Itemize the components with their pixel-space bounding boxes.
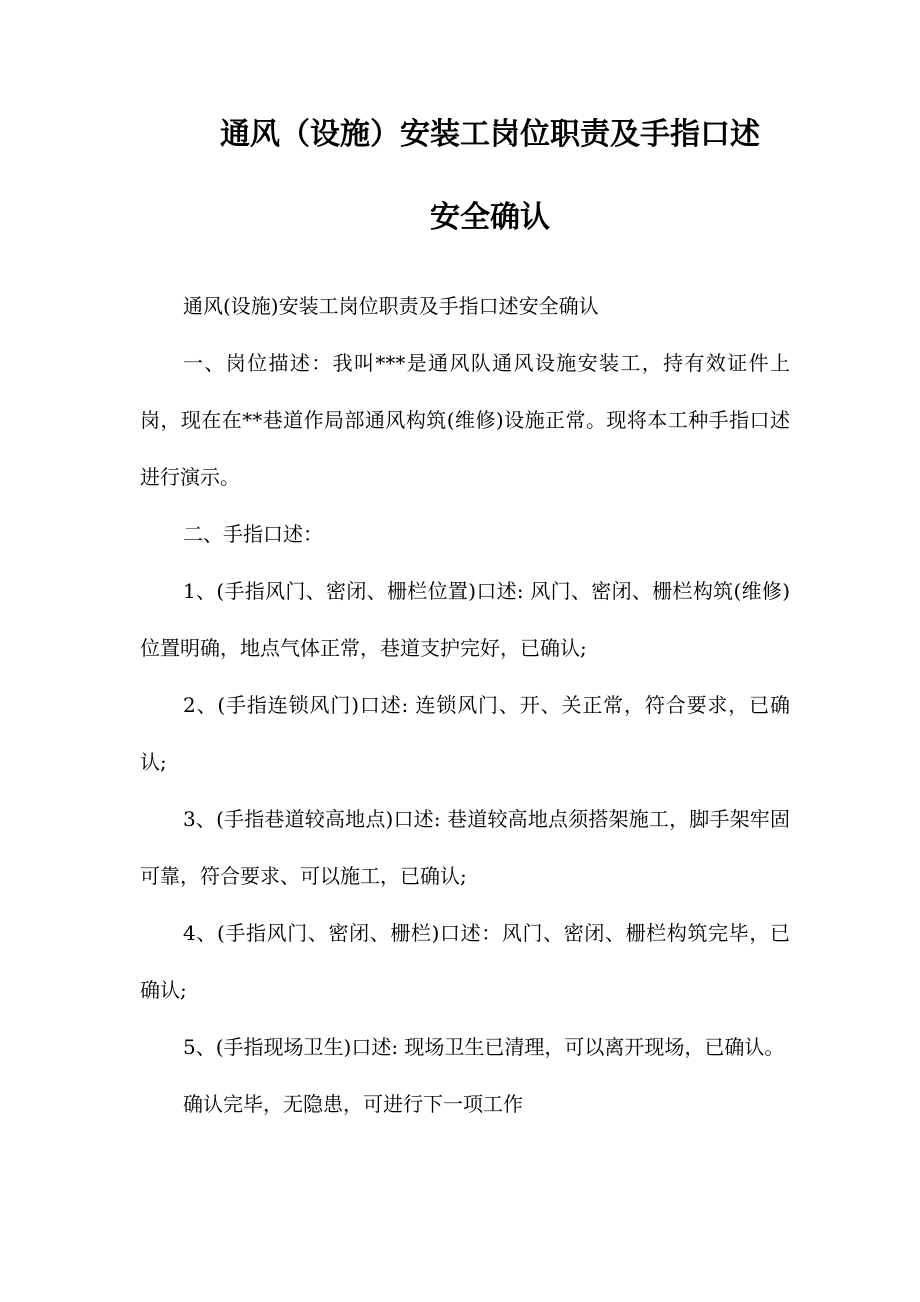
item-5-paragraph: 5、(手指现场卫生)口述: 现场卫生已清理，可以离开现场，已确认。 [183,1035,785,1059]
document-title-line-2: 安全确认 [430,200,550,235]
item-2-paragraph: 2、(手指连锁风门)口述: 连锁风门、开、关正常，符合要求，已确认; [140,693,790,774]
item-3-paragraph: 3、(手指巷道较高地点)口述: 巷道较高地点须搭架施工，脚手架牢固可靠，符合要求、可以施工，已确认; [140,807,790,888]
item-4-paragraph: 4、(手指风门、密闭、栅栏)口述：风门、密闭、栅栏构筑完毕，已确认; [140,921,790,1002]
item-1-paragraph: 1、(手指风门、密闭、栅栏位置)口述: 风门、密闭、栅栏构筑(维修)位置明确，地点气体正常，巷道支护完好，已确认; [140,579,790,660]
job-description-paragraph: 一、岗位描述：我叫***是通风队通风设施安装工，持有效证件上岗，现在在**巷道作局部通风构筑(维修)设施正常。现将本工种手指口述进行演示。 [140,351,790,489]
document-body [140,278,790,1133]
closing-paragraph: 确认完毕，无隐患，可进行下一项工作 [183,1092,523,1116]
document-title-line-1: 通风（设施）安装工岗位职责及手指口述 [220,117,760,152]
section-heading-finger-pointing: 二、手指口述： [183,522,323,546]
intro-paragraph: 通风(设施)安装工岗位职责及手指口述安全确认 [183,294,599,318]
